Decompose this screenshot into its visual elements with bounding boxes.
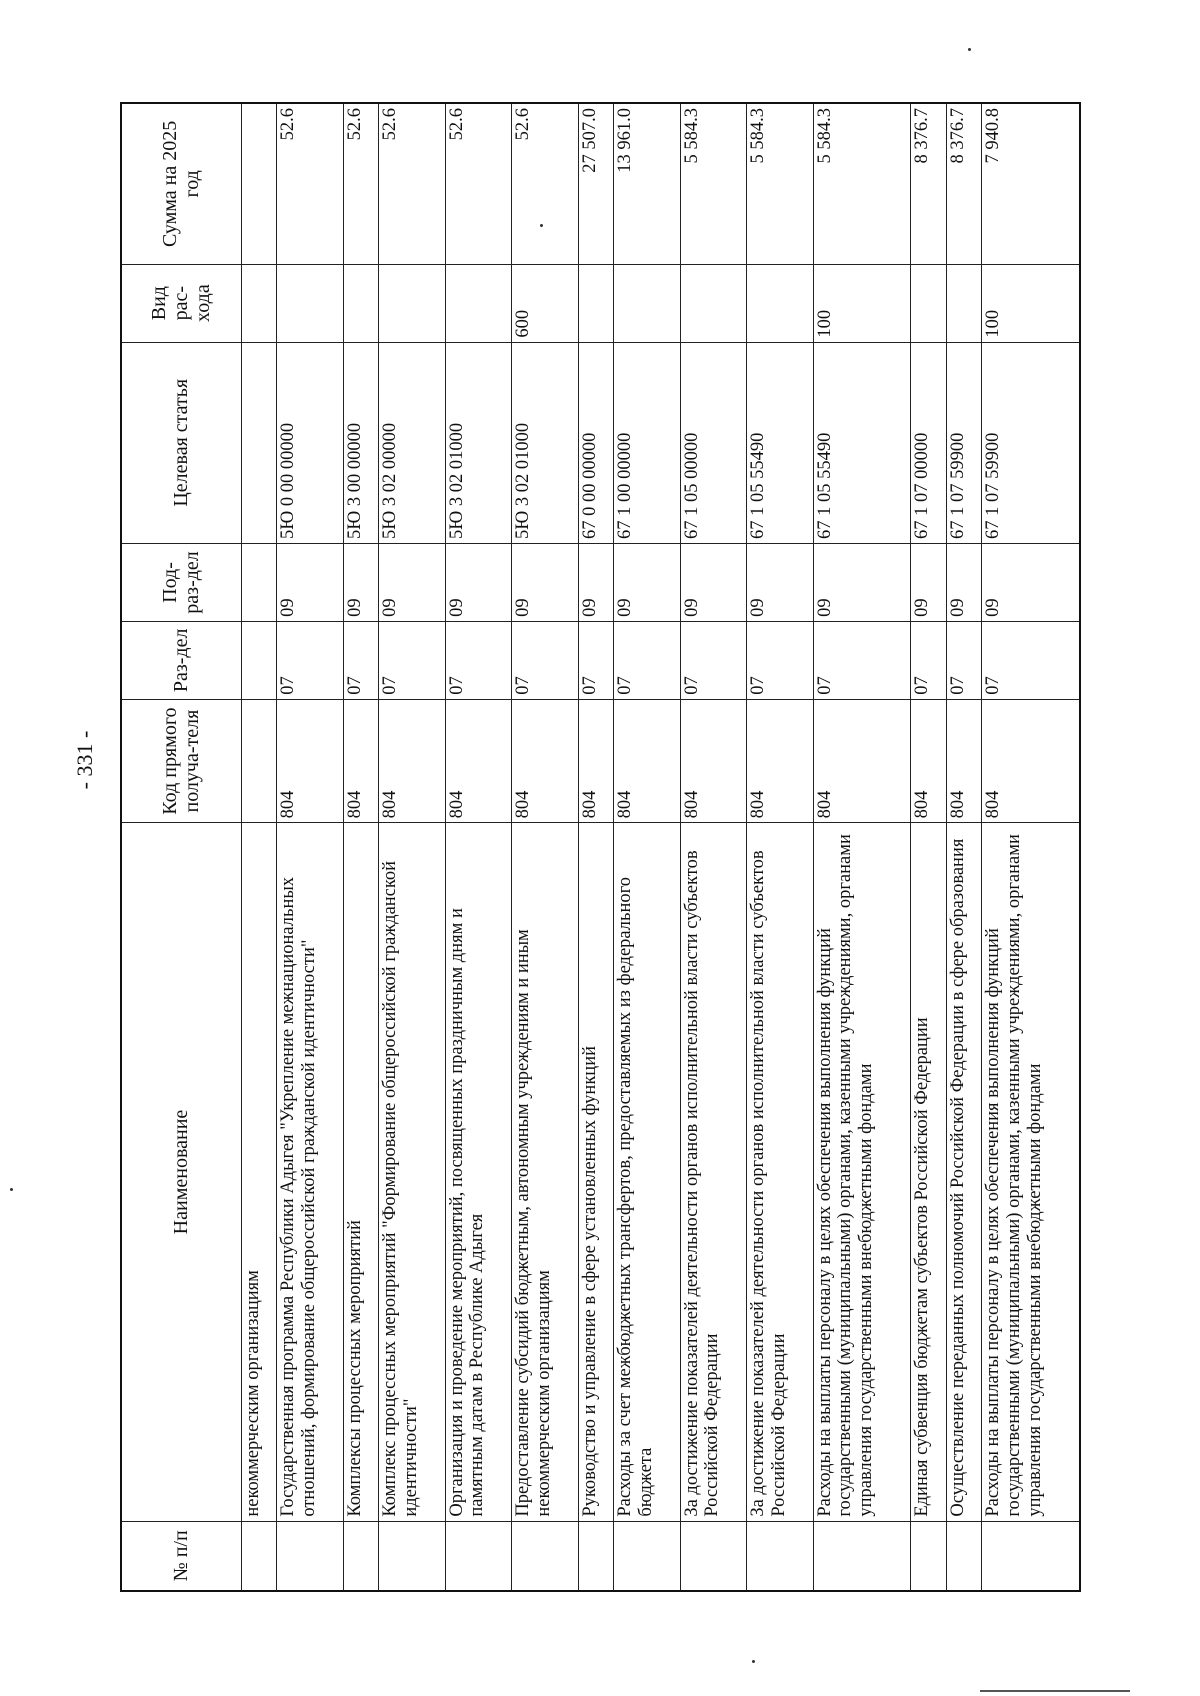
row-name: Осуществление переданных полномочий Российской Федерации в сфере образования <box>946 823 982 1521</box>
row-target <box>241 342 277 543</box>
table-row <box>445 103 512 1591</box>
budget-table <box>120 102 1081 1592</box>
row-subsection: 09 <box>512 544 579 622</box>
row-expense-type <box>680 264 747 342</box>
row-sum: 52.6 <box>343 103 379 264</box>
row-subsection <box>241 544 277 622</box>
header-expense-type: Вид рас-хода <box>121 264 241 342</box>
header-name: Наименование <box>121 823 241 1521</box>
row-name: За достижение показателей деятельности органов исполнительной власти субъектов Российской Федерации <box>680 823 747 1521</box>
row-sum: 52.6 <box>277 103 344 264</box>
page-number: - 331 - <box>72 730 97 790</box>
row-expense-type: 100 <box>813 264 911 342</box>
row-expense-type <box>946 264 982 342</box>
row-sum: 8 376.7 <box>911 103 947 264</box>
scan-speck <box>540 224 543 227</box>
row-subsection: 09 <box>379 544 446 622</box>
row-section: 07 <box>614 621 681 699</box>
scan-line <box>980 1690 1130 1692</box>
row-target: 5Ю 3 02 00000 <box>379 342 446 543</box>
row-name: Единая субвенция бюджетам субъектов Российской Федерации <box>911 823 947 1521</box>
row-receiver: 804 <box>445 699 512 823</box>
row-num <box>614 1521 681 1591</box>
row-name: Организация и проведение мероприятий, посвященных праздничным дням и памятным датам в Республике Адыгея <box>445 823 512 1521</box>
row-subsection: 09 <box>277 544 344 622</box>
row-section: 07 <box>747 621 814 699</box>
row-target: 5Ю 3 00 00000 <box>343 342 379 543</box>
row-sum: 52.6 <box>512 103 579 264</box>
row-num <box>379 1521 446 1591</box>
row-sum: 27 507.0 <box>578 103 614 264</box>
row-target: 67 1 05 55490 <box>813 342 911 543</box>
row-section: 07 <box>277 621 344 699</box>
rotated-table-container <box>120 102 1081 1592</box>
row-section: 07 <box>911 621 947 699</box>
table-row <box>982 103 1080 1591</box>
row-subsection: 09 <box>813 544 911 622</box>
row-target: 67 1 07 59900 <box>982 342 1080 543</box>
table-row <box>277 103 344 1591</box>
header-subsection: Под-раз-дел <box>121 544 241 622</box>
table-row <box>512 103 579 1591</box>
row-name: Расходы на выплаты персоналу в целях обеспечения выполнения функций государственными (муниципальными) органами, казенными учреждениями, органами управления государственными внебюджетными фондами <box>982 823 1080 1521</box>
row-section: 07 <box>982 621 1080 699</box>
row-section: 07 <box>578 621 614 699</box>
row-num <box>445 1521 512 1591</box>
row-num <box>747 1521 814 1591</box>
row-num <box>946 1521 982 1591</box>
row-name: Расходы на выплаты персоналу в целях обеспечения выполнения функций государственными (муниципальными) органами, казенными учреждениями, органами управления государственными внебюджетными фондами <box>813 823 911 1521</box>
row-section: 07 <box>680 621 747 699</box>
row-receiver: 804 <box>747 699 814 823</box>
row-sum <box>241 103 277 264</box>
row-receiver: 804 <box>680 699 747 823</box>
row-subsection: 09 <box>680 544 747 622</box>
table-row <box>614 103 681 1591</box>
row-name: Руководство и управление в сфере установленных функций <box>578 823 614 1521</box>
row-receiver: 804 <box>813 699 911 823</box>
row-sum: 52.6 <box>445 103 512 264</box>
row-receiver: 804 <box>911 699 947 823</box>
row-name: За достижение показателей деятельности органов исполнительной власти субъектов Российской Федерации <box>747 823 814 1521</box>
table-row <box>911 103 947 1591</box>
row-sum: 5 584.3 <box>813 103 911 264</box>
row-target: 67 0 00 00000 <box>578 342 614 543</box>
row-num <box>343 1521 379 1591</box>
row-receiver: 804 <box>614 699 681 823</box>
row-target: 67 1 05 00000 <box>680 342 747 543</box>
row-target: 67 1 07 00000 <box>911 342 947 543</box>
scan-speck <box>752 1660 755 1663</box>
row-receiver: 804 <box>946 699 982 823</box>
row-expense-type: 600 <box>512 264 579 342</box>
row-section: 07 <box>946 621 982 699</box>
row-subsection: 09 <box>982 544 1080 622</box>
row-receiver: 804 <box>982 699 1080 823</box>
row-expense-type <box>277 264 344 342</box>
header-num: № п/п <box>121 1521 241 1591</box>
row-target: 67 1 05 55490 <box>747 342 814 543</box>
row-receiver: 804 <box>343 699 379 823</box>
row-sum: 52.6 <box>379 103 446 264</box>
row-receiver <box>241 699 277 823</box>
row-expense-type: 100 <box>982 264 1080 342</box>
row-target: 67 1 00 00000 <box>614 342 681 543</box>
row-expense-type <box>241 264 277 342</box>
row-receiver: 804 <box>512 699 579 823</box>
row-expense-type <box>614 264 681 342</box>
scan-speck <box>10 1188 13 1191</box>
row-expense-type <box>911 264 947 342</box>
row-name: Комплексы процессных мероприятий <box>343 823 379 1521</box>
row-num <box>982 1521 1080 1591</box>
row-num <box>578 1521 614 1591</box>
row-section: 07 <box>813 621 911 699</box>
row-expense-type <box>379 264 446 342</box>
header-section: Раз-дел <box>121 621 241 699</box>
table-row <box>680 103 747 1591</box>
row-subsection: 09 <box>445 544 512 622</box>
row-target: 5Ю 3 02 01000 <box>445 342 512 543</box>
table-row <box>379 103 446 1591</box>
table-row <box>343 103 379 1591</box>
header-sum: Сумма на 2025 год <box>121 103 241 264</box>
header-receiver: Код прямого получа-теля <box>121 699 241 823</box>
row-name: Предоставление субсидий бюджетным, автономным учреждениям и иным некоммерческим организациям <box>512 823 579 1521</box>
row-subsection: 09 <box>578 544 614 622</box>
table-row <box>578 103 614 1591</box>
row-subsection: 09 <box>747 544 814 622</box>
row-section: 07 <box>512 621 579 699</box>
row-num <box>241 1521 277 1591</box>
table-row <box>241 103 277 1591</box>
row-name: Государственная программа Республики Адыгея "Укрепление межнациональных отношений, формирование общероссийской гражданской идентичности" <box>277 823 344 1521</box>
header-target: Целевая статья <box>121 342 241 543</box>
row-section: 07 <box>379 621 446 699</box>
row-section <box>241 621 277 699</box>
row-receiver: 804 <box>578 699 614 823</box>
table-header-row <box>121 103 241 1591</box>
row-subsection: 09 <box>946 544 982 622</box>
table-row <box>813 103 911 1591</box>
row-num <box>512 1521 579 1591</box>
row-sum: 5 584.3 <box>747 103 814 264</box>
row-num <box>813 1521 911 1591</box>
row-name: некоммерческим организациям <box>241 823 277 1521</box>
row-expense-type <box>343 264 379 342</box>
row-subsection: 09 <box>343 544 379 622</box>
row-num <box>911 1521 947 1591</box>
row-name: Расходы за счет межбюджетных трансфертов, предоставляемых из федерального бюджета <box>614 823 681 1521</box>
row-target: 67 1 07 59900 <box>946 342 982 543</box>
row-subsection: 09 <box>911 544 947 622</box>
row-sum: 13 961.0 <box>614 103 681 264</box>
table-row <box>946 103 982 1591</box>
row-receiver: 804 <box>277 699 344 823</box>
row-section: 07 <box>445 621 512 699</box>
table-row <box>747 103 814 1591</box>
row-subsection: 09 <box>614 544 681 622</box>
row-target: 5Ю 3 02 01000 <box>512 342 579 543</box>
row-expense-type <box>578 264 614 342</box>
row-num <box>680 1521 747 1591</box>
table-body <box>241 103 1080 1591</box>
row-num <box>277 1521 344 1591</box>
row-expense-type <box>445 264 512 342</box>
scan-speck <box>968 48 971 51</box>
row-sum: 8 376.7 <box>946 103 982 264</box>
row-sum: 7 940.8 <box>982 103 1080 264</box>
row-expense-type <box>747 264 814 342</box>
row-name: Комплекс процессных мероприятий "Формирование общероссийской гражданской идентичности" <box>379 823 446 1521</box>
row-receiver: 804 <box>379 699 446 823</box>
row-target: 5Ю 0 00 00000 <box>277 342 344 543</box>
row-section: 07 <box>343 621 379 699</box>
row-sum: 5 584.3 <box>680 103 747 264</box>
